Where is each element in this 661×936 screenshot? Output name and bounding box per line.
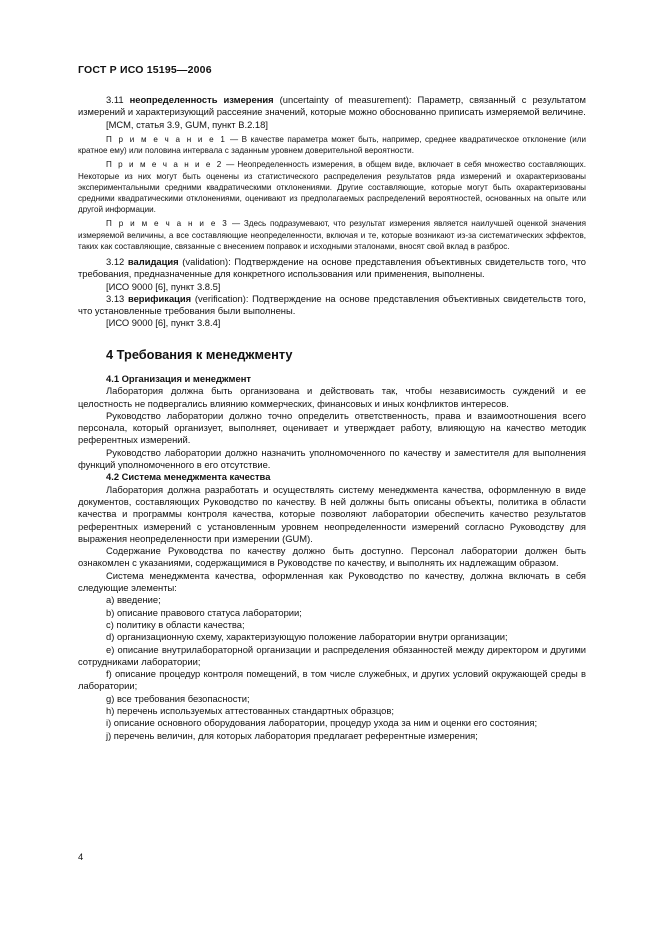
paragraph: Система менеджмента качества, оформленная как Руководство по качеству, должна включать в себя следующие элементы: [78,569,586,594]
page-content [78,94,586,742]
paragraph: Содержание Руководства по качеству должно быть доступно. Персонал лаборатории должен быть ознакомлен с указаниями, содержащимися в Руководстве по качеству, и выполнять их надлежащим образом. [78,545,586,569]
subsection-heading-4-2: 4.2 Система менеджмента качества [106,471,271,483]
list-item: i) описание основного оборудования лаборатории, процедур ухода за ним и оценки его состояния; [106,717,538,729]
document-header: ГОСТ Р ИСО 15195—2006 [78,64,212,76]
clause-3-12-ref: [ИСО 9000 [6], пункт 3.8.5] [106,280,221,292]
page-number: 4 [78,851,84,862]
clause-3-13: 3.13 верификация (verification): Подтверждение на основе представления объективных свидетельств того, что установленные требования были выполнены. [78,292,587,317]
list-item: j) перечень величин, для которых лаборатория предлагает референтные измерения; [106,729,478,741]
section-heading-4: 4 Требования к менеджменту [106,346,293,362]
note-2: П р и м е ч а н и е 2 — Неопределенность измерения, в общем виде, включает в себя множество составляющих. Некоторые из них могут быть оценены из статистического распределения результатов ряда измерений и охарактеризованы экспериментальными средними квадратическими отклонениями. Другие составляющие, которые могут быть охарактеризованы средними квадратическими отклонениями, оценивают из предполагаемых распределений вероятностей, основанных на опыте или другой информации. [78,160,586,215]
term-verification: верификация [127,292,192,304]
list-item: g) все требования безопасности; [106,692,250,704]
elements-list [78,594,586,742]
note-3: П р и м е ч а н и е 3 — Здесь подразумевают, что результат измерения является наилучшей оценкой значения измеряемой величины, а все составляющие неопределенности, включая и те, которые возникают из-за систематических эффектов, таких как составляющие, связанные с внесением поправок и исходными эталонами, вносят свой вклад в разброс. [78,219,586,251]
clause-3-12: 3.12 валидация (validation): Подтверждение на основе представления объективных свидетельств того, что требования, предназначенные для конкретного использования или применения, выполнены. [78,255,586,280]
list-item: с) политику в области качества; [106,618,245,630]
subsection-heading-4-1: 4.1 Организация и менеджмент [106,373,251,384]
note-1: П р и м е ч а н и е 1 — В качестве параметра может быть, например, среднее квадратическое отклонение (или кратное ему) или половина интервала с заданным уровнем доверительной вероятности. [78,134,586,156]
paragraph: Лаборатория должна разработать и осуществлять систему менеджмента качества, оформленную в виде документов, составляющих Руководство по качеству. В ней должны быть описаны объекты, политика в области качества и программы контроля качества, которые позволяют лаборатории обеспечить качество результатов референтных измерений с установленным уровнем неопределенности измерений согласно Руководству для выражения неопределенности при измерении (GUM). [78,483,586,544]
paragraph: Лаборатория должна быть организована и действовать так, чтобы независимость суждений и ее целостность не подвергались влиянию коммерческих, финансовых и иных конфликтов интересов. [78,385,586,409]
paragraph: Руководство лаборатории должно точно определить ответственность, права и взаимоотношения всего персонала, который организует, выполняет, оценивает и утверждает работу, влияющую на качество методик референтных измерений. [78,409,586,446]
term-uncertainty: неопределенность измерения [129,94,274,105]
list-item: d) организационную схему, характеризующую положение лаборатории внутри организации; [106,631,508,643]
clause-3-13-ref: [ИСО 9000 [6], пункт 3.8.4] [106,317,221,329]
term-validation: валидация [127,255,179,267]
list-item: f) описание процедур контроля помещений, в том числе служебных, и других условий окружающей среды в лаборатории; [78,668,586,692]
paragraph: Руководство лаборатории должно назначить уполномоченного по качеству и заместителя для выполнения функций уполномоченного в его отсутствие. [78,446,586,471]
list-item: е) описание внутрилабораторной организации и распределения обязанностей между директором и другими сотрудниками лаборатории; [78,643,586,667]
list-item: h) перечень используемых аттестованных стандартных образцов; [106,705,394,717]
list-item: b) описание правового статуса лаборатории; [106,606,302,618]
clause-3-11-ref: [МСМ, статья 3.9, GUM, пункт В.2.18] [106,118,268,130]
clause-3-11: 3.11 неопределенность измерения (uncertainty of measurement): Параметр, связанный с результатом измерений и характеризующий рассеяние значений, которые можно обоснованно приписать измеряемой величине. [78,94,586,118]
list-item: а) введение; [106,594,161,606]
